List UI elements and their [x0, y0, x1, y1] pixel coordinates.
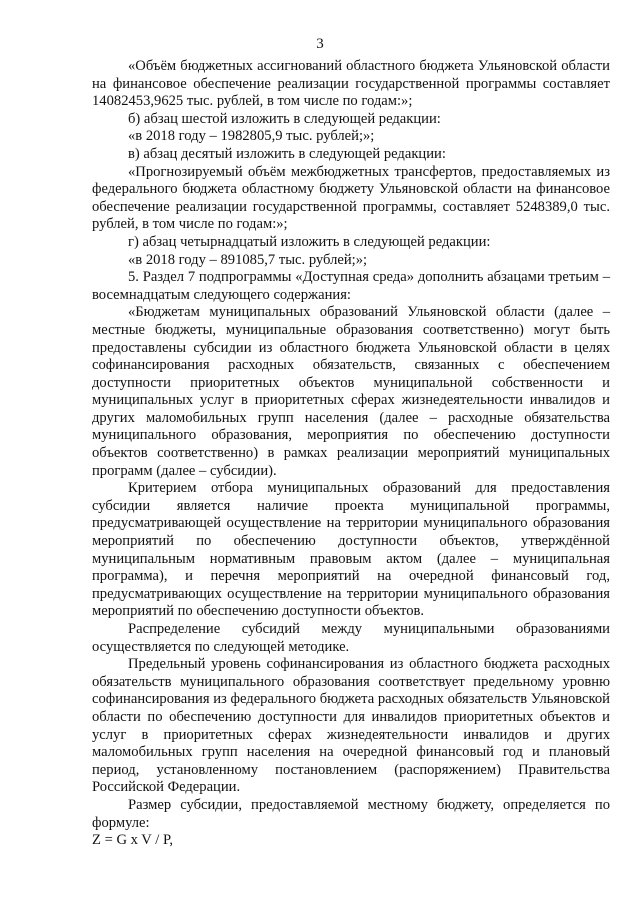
paragraph: «Объём бюджетных ассигнований областного бюджета Ульяновской области на финансовое обеспечение реализации государственной программы составляет 14082453,9625 тыс. рублей, в том числе по годам:»;: [92, 58, 610, 110]
document-body: [92, 58, 610, 850]
formula: Z = G x V / P,: [92, 832, 174, 849]
paragraph: Предельный уровень софинансирования из областного бюджета расходных обязательств муниципального образования соответствует предельному уровню софинансирования из федерального бюджета расходных обязательств Ульяновской области по обеспечению доступности для инвалидов приоритетных объектов и услуг в приоритетных сферах жизнедеятельности инвалидов и других маломобильных групп населения на очередной финансовый год и плановый период, установленному постановлением (распоряжением) Правительства Российской Федерации.: [92, 656, 610, 796]
paragraph: «в 2018 году – 1982805,9 тыс. рублей;»;: [128, 128, 375, 145]
paragraph: б) абзац шестой изложить в следующей редакции:: [128, 110, 441, 127]
paragraph: «Бюджетам муниципальных образований Ульяновской области (далее – местные бюджеты, муниципальные образования соответственно) могут быть предоставлены субсидии из областного бюджета Ульяновской области в целях софинансирования расходных обязательств, связанных с обеспечением доступности приоритетных объектов муниципальной собственности и муниципальных услуг в приоритетных сферах жизнедеятельности инвалидов и других маломобильных групп населения (далее – расходные обязательства муниципального образования, мероприятия по обеспечению доступности объектов соответственно) в рамках реализации мероприятий муниципальных программ (далее – субсидии).: [92, 304, 610, 479]
paragraph: 5. Раздел 7 подпрограммы «Доступная среда» дополнить абзацами третьим – восемнадцатым следующего содержания:: [92, 269, 610, 303]
paragraph: Размер субсидии, предоставляемой местному бюджету, определяется по формуле:: [92, 796, 610, 831]
paragraph: «в 2018 году – 891085,7 тыс. рублей;»;: [128, 251, 368, 268]
paragraph: Распределение субсидий между муниципальными образованиями осуществляется по следующей методике.: [92, 621, 610, 655]
paragraph: г) абзац четырнадцатый изложить в следующей редакции:: [128, 233, 491, 250]
paragraph: «Прогнозируемый объём межбюджетных трансфертов, предоставляемых из федерального бюджета областному бюджету Ульяновской области на финансовое обеспечение реализации государственной программы, составляет 5248389,0 тыс. рублей, в том числе по годам:»;: [92, 163, 610, 233]
paragraph: в) абзац десятый изложить в следующей редакции:: [128, 145, 446, 162]
page-number: 3: [316, 36, 324, 52]
paragraph: Критерием отбора муниципальных образований для предоставления субсидии является наличие проекта муниципальной программы, предусматривающей осуществление на территории муниципального образования мероприятий по обеспечению доступности объектов, утверждённой муниципальным нормативным правовым актом (далее – муниципальная программа), и перечня мероприятий на очередной финансовый год, предусматривающих осуществление на территории муниципального образования мероприятий по обеспечению доступности объектов.: [92, 480, 610, 620]
